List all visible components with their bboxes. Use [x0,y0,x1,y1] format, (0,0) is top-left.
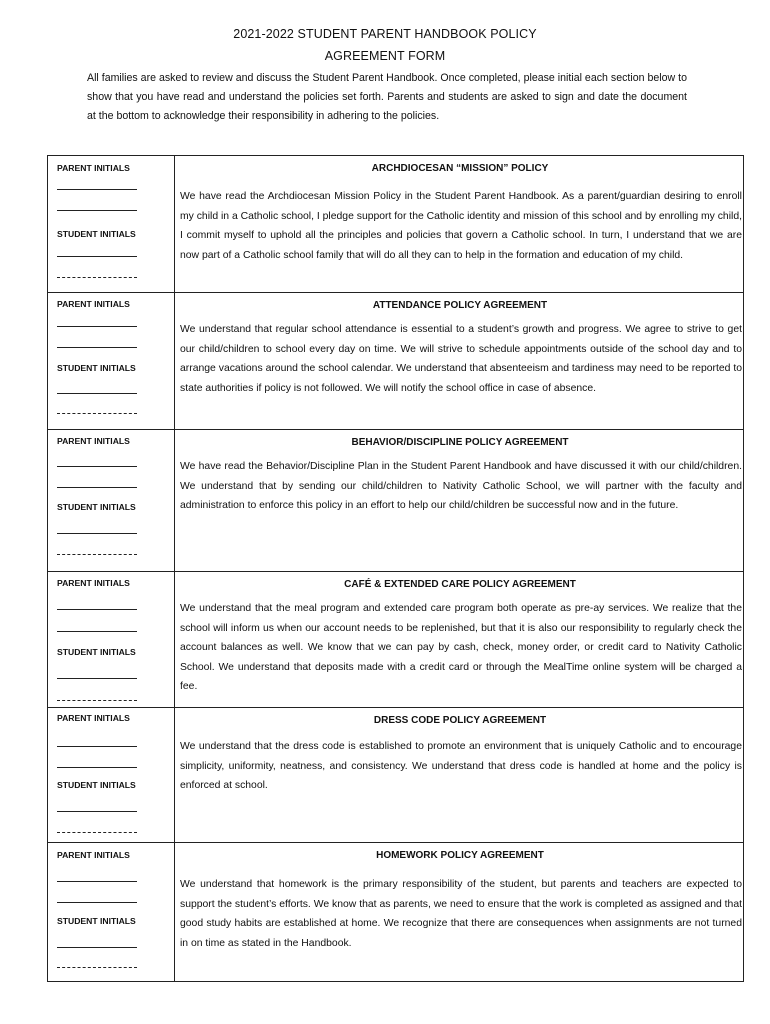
parent-initials-label: PARENT INITIALS [57,713,130,723]
initials-column [48,156,175,292]
parent-initials-line-2[interactable] [57,210,137,211]
parent-initials-label: PARENT INITIALS [57,163,130,173]
section-text: We understand that homework is the primary responsibility of the student, but parents and teachers are expected to support the student’s efforts. We know that as parents, we need to ensure that the work is completed as assigned and that good study habits are established at home. We recognize that there are consequences when assignments are not turned in on time as stated in the Handbook. [180,879,742,949]
section-mission [47,155,744,293]
initials-column [48,708,175,842]
parent-initials-line-2[interactable] [57,487,137,488]
initials-column [48,430,175,571]
parent-initials-line-1[interactable] [57,189,137,190]
parent-initials-line-2[interactable] [57,347,137,348]
initials-column [48,572,175,707]
section-text: We understand that the dress code is established to promote an environment that is uniquely Catholic and to encourage simplicity, uniformity, neatness, and consistency. We understand that dress code is handled at home and the policy is enforced at school. [180,741,742,791]
intro-paragraph: All families are asked to review and discuss the Student Parent Handbook. Once completed, please initial each section below to show that you have read and understand the policies set forth. Parents and students are asked to sign and date the document at the bottom to acknowledge their responsibility in adhering to the policies. [87,72,687,122]
student-initials-label: STUDENT INITIALS [57,780,136,790]
parent-initials-line-1[interactable] [57,326,137,327]
student-initials-label: STUDENT INITIALS [57,502,136,512]
parent-initials-line-1[interactable] [57,466,137,467]
student-initials-line-1[interactable] [57,256,137,257]
section-attendance [47,292,744,430]
initials-column [48,293,175,429]
section-dress-code [47,707,744,843]
section-heading: ARCHDIOCESAN “MISSION” POLICY [371,163,549,174]
section-text: We understand that regular school attendance is essential to a student’s growth and progress. We agree to strive to get our child/children to school every day on time. We will strive to schedule appointments outside of the school day and to arrange vacations around the school calendar. We understand that absenteeism and tardiness may need to be reported to state authorities if policy is not followed. We will notify the school office in case of absence. [180,324,742,394]
student-initials-line-2[interactable] [57,277,137,278]
student-initials-line-2[interactable] [57,700,137,701]
section-homework [47,842,744,982]
student-initials-line-2[interactable] [57,967,137,968]
section-behavior [47,429,744,572]
student-initials-line-1[interactable] [57,947,137,948]
section-heading: HOMEWORK POLICY AGREEMENT [376,850,544,861]
parent-initials-label: PARENT INITIALS [57,850,130,860]
parent-initials-line-2[interactable] [57,902,137,903]
initials-column [48,843,175,981]
section-heading: CAFÉ & EXTENDED CARE POLICY AGREEMENT [344,579,576,590]
section-heading: BEHAVIOR/DISCIPLINE POLICY AGREEMENT [351,437,569,448]
section-text: We have read the Behavior/Discipline Plan in the Student Parent Handbook and have discussed it with our child/children. We understand that by sending our child/children to Nativity Catholic School, we will partner with the faculty and administration to enforce this policy in an effort to help our child/children be successful now and in the future. [180,461,742,511]
section-text: We have read the Archdiocesan Mission Policy in the Student Parent Handbook. As a parent/guardian desiring to enroll my child in a Catholic school, I pledge support for the Catholic identity and mission of this school and by enrolling my child, I commit myself to uphold all the principles and policies that govern a Catholic school. In turn, I understand that we are now part of a Catholic school family that will do all they can to help in the formation and education of my child. [180,191,742,261]
section-heading: DRESS CODE POLICY AGREEMENT [373,715,547,726]
section-text: We understand that the meal program and extended care program both operate as pre-ay services. We realize that the school will inform us when our account needs to be replenished, but that it is also our responsibility to regularly check the account balances as well. We know that we can pay by cash, check, money order, or credit card to Nativity Catholic School. We understand that deposits made with a credit card or through the MealTime online system will be charged a fee. [180,603,742,692]
parent-initials-line-1[interactable] [57,746,137,747]
student-initials-line-1[interactable] [57,678,137,679]
parent-initials-line-1[interactable] [57,609,137,610]
parent-initials-line-1[interactable] [57,881,137,882]
parent-initials-line-2[interactable] [57,767,137,768]
student-initials-line-2[interactable] [57,413,137,414]
student-initials-label: STUDENT INITIALS [57,916,136,926]
parent-initials-label: PARENT INITIALS [57,436,130,446]
student-initials-line-1[interactable] [57,393,137,394]
parent-initials-line-2[interactable] [57,631,137,632]
student-initials-label: STUDENT INITIALS [57,647,136,657]
student-initials-line-2[interactable] [57,832,137,833]
section-heading: ATTENDANCE POLICY AGREEMENT [372,300,548,311]
form-title-line1: 2021-2022 STUDENT PARENT HANDBOOK POLICY [233,27,537,41]
parent-initials-label: PARENT INITIALS [57,578,130,588]
student-initials-line-1[interactable] [57,811,137,812]
student-initials-line-1[interactable] [57,533,137,534]
parent-initials-label: PARENT INITIALS [57,299,130,309]
section-cafe [47,571,744,708]
student-initials-line-2[interactable] [57,554,137,555]
student-initials-label: STUDENT INITIALS [57,363,136,373]
form-title-line2: AGREEMENT FORM [324,49,446,63]
student-initials-label: STUDENT INITIALS [57,229,136,239]
